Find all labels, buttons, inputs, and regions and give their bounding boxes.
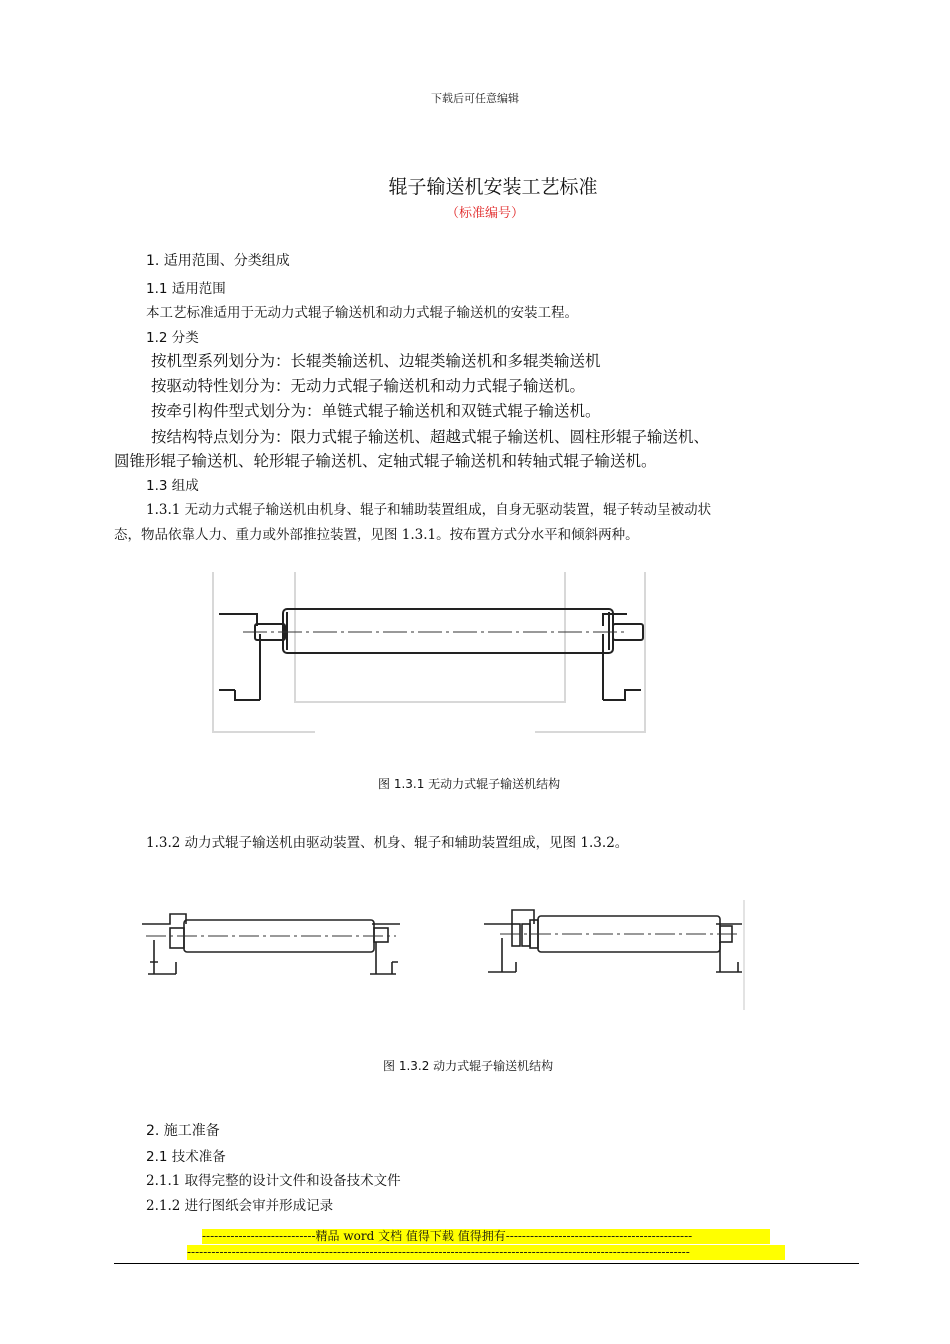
section-2-1-1-text: 2.1.1 取得完整的设计文件和设备技术文件: [146, 1173, 401, 1189]
section-1-3-1-text-line2: 态，物品依靠人力、重力或外部推拉装置，见图 1.3.1。按布置方式分水平和倾斜两种。: [114, 527, 639, 543]
section-1-1-text: 本工艺标准适用于无动力式辊子输送机和动力式辊子输送机的安装工程。: [146, 305, 578, 321]
figure-unpowered-roller-conveyor: [205, 572, 655, 742]
figure-powered-roller-conveyor-left: [140, 908, 402, 983]
section-2-1-2-text: 2.1.2 进行图纸会审并形成记录: [146, 1198, 334, 1214]
footer-highlight-line-1: ----------------------------精品 word 文档 值得下载 值得拥有----------------------------------------------: [202, 1229, 770, 1244]
figure-2-caption: 图 1.3.2 动力式辊子输送机结构: [383, 1059, 554, 1073]
figure-1-caption: 图 1.3.1 无动力式辊子输送机结构: [378, 777, 561, 791]
section-1-3-heading: 1.3 组成: [146, 478, 199, 494]
footer-rule: [114, 1263, 859, 1264]
classification-item-continued: 圆锥形辊子输送机、轮形辊子输送机、定轴式辊子输送机和转轴式辊子输送机。: [114, 452, 657, 470]
section-1-heading: 1. 适用范围、分类组成: [146, 253, 290, 269]
figure-powered-roller-conveyor-right: [480, 900, 750, 1010]
classification-item: 按牵引构件型式划分为：单链式辊子输送机和双链式辊子输送机。: [151, 402, 601, 420]
section-1-3-1-text-line1: 1.3.1 无动力式辊子输送机由机身、辊子和辅助装置组成，自身无驱动装置，辊子转动呈被动状: [146, 502, 712, 518]
section-2-heading: 2. 施工准备: [146, 1123, 220, 1139]
header-note: 下载后可任意编辑: [431, 92, 519, 105]
classification-item: 按机型系列划分为：长辊类输送机、边辊类输送机和多辊类输送机: [151, 352, 601, 370]
document-title: 辊子输送机安装工艺标准: [388, 176, 598, 198]
section-1-3-2-text: 1.3.2 动力式辊子输送机由驱动装置、机身、辊子和辅助装置组成，见图 1.3.2。: [146, 835, 629, 851]
section-2-1-heading: 2.1 技术准备: [146, 1149, 226, 1165]
classification-item: 按驱动特性划分为：无动力式辊子输送机和动力式辊子输送机。: [151, 377, 586, 395]
document-subtitle: （标准编号）: [445, 206, 524, 221]
section-1-1-heading: 1.1 适用范围: [146, 281, 226, 297]
footer-highlight-line-2: ----------------------------------------------------------------------------------------------------------------------------: [187, 1245, 785, 1260]
classification-item: 按结构特点划分为：限力式辊子输送机、超越式辊子输送机、圆柱形辊子输送机、: [151, 428, 710, 446]
section-1-2-heading: 1.2 分类: [146, 330, 199, 346]
